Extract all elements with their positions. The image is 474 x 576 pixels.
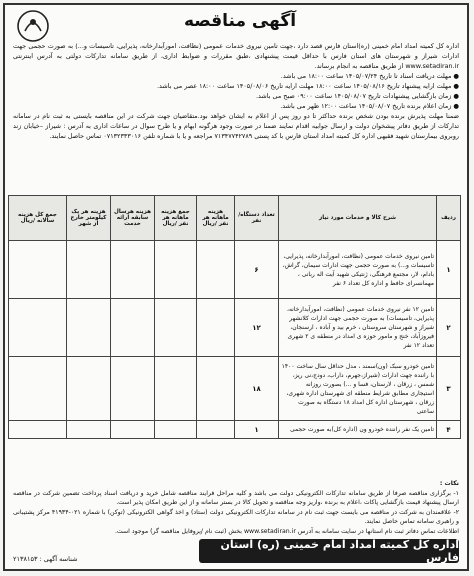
- cell: [67, 241, 111, 299]
- note-item: ۱- برگزاری مناقصه صرفا از طریق سامانه تدارکات الکترونیکی دولت می باشد و کلیه مراحل فرایند مناقصه شامل خرید و دریافت اسناد پرداخت تضمین شرکت در مناقصه ارسال پیشنهاد قیمت بازگشایی پاکات ،اعلام به برنده ،واریز وجه مناقصه و تحویل کالا در بستر سامانه و از این طریق امکان پذیر است.: [13, 489, 459, 506]
- row-description: تامین یک نفر راننده خودرو ون (اداره کل)به صورت حجمی: [279, 421, 437, 439]
- note-item: اطلاعات تماس دفاتر ثبت نام استانها در سایت سامانه به آدرس www.setadiran.ir بخش (ثبت نام /پروفایل مناقصه گر) موجود است.: [114, 527, 459, 535]
- notes-heading: نکات :: [439, 480, 459, 487]
- cell: [111, 421, 155, 439]
- col-header: شرح کالا و خدمات مورد نیاز: [279, 196, 437, 241]
- deadline-line: ● مهلت دریافت اسناد تا تاریخ ۱۴۰۵/۰۷/۲۴ ساعت ۱۸:۰۰ می باشد.: [280, 72, 459, 80]
- deadline-line: ● زمان اعلام برنده تاریخ ۱۴۰۵/۰۸/۰۷ ساعت ۱۲:۰۰ ظهر می باشد.: [280, 102, 459, 110]
- cell: [9, 299, 67, 357]
- row-number: ۴: [437, 421, 461, 439]
- tender-notice: [3, 3, 469, 571]
- notes-section: [13, 479, 459, 536]
- row-number: ۱: [437, 241, 461, 299]
- intro-paragraph: ضمنا مهلت پذیرش برنده بودن شخص برنده حداکثر تا دو روز پس از اعلام به ایشان خواهد بود.متقاضیان جهت شرکت در این مناقصه بایستی به ثبت نام در سامانه تدارکات از طریق دفاتر پیشخوان دولت و ارسال جوابیه اقدام نمایند ضمنا در صورت وجود هرگونه ابهام و یا طرح سوال در ساعات اداری به آدرس : شیراز –خیابان زند روبروی بیمارستان شهید فقیهی اداره کل کمیته امداد استان فارس با کد پستی ۷۱۳۴۷۷۴۲۷۸۹ مراجعه و یا با شماره تلفن ۰۷۱۳۲۳۳۳۰۱۶ تماس حاصل نمایند.: [13, 112, 459, 140]
- row-description: تامین نیروی خدمات عمومی (نظافت، امورآبدارخانه، پذیرایی، تاسیسات و...) به صورت حجمی جهت ادارات سیمان، گراش، بادام، لار، مجتمع فرهنگی، ژنتیکی شهید آیت اله ربانی ، مهمانسرای حافظ و اداره کل تعداد ۶ نفر: [279, 241, 437, 299]
- deadline-line: ● زمان بازگشایی پیشنهادات تاریخ ۱۴۰۵/۰۸/۰۷ ساعت ۰۹:۰۰ صبح می باشد.: [256, 92, 459, 100]
- emdad-logo-icon: [13, 9, 53, 43]
- cell: [197, 241, 235, 299]
- note-item: ۲- علاقمندان به شرکت در مناقصه می بایست جهت ثبت نام در سامانه تدارکات الکترونیکی دولت (ستاد) و اخذ گواهی الکترونیکی (توکن) با شماره ۰۲۱-۴۱۹۳۴ مرکز پشتیبانی و راهبری سامانه تماس حاصل نمایند.: [13, 508, 460, 525]
- cell: [9, 357, 67, 421]
- table-row: [9, 299, 461, 357]
- cell: [197, 421, 235, 439]
- row-count: ۱۲: [235, 299, 279, 357]
- col-header: تعداد دستگاه/نفر: [235, 196, 279, 241]
- cell: [155, 299, 197, 357]
- cell: [155, 357, 197, 421]
- table-row: [9, 421, 461, 439]
- cell: [111, 357, 155, 421]
- col-header: ردیف: [437, 196, 461, 241]
- cell: [9, 421, 67, 439]
- cell: [155, 241, 197, 299]
- intro-text: [13, 41, 459, 141]
- row-description: تامین ۱۲ نفر نیروی خدمات عمومی (نظافت، امورآبدارخانه، پذیرایی، تاسیسات) به صورت حجمی جهت ادارات کلانشهر شیراز و شهرستان سروستان ، خرم بید و آباده ، ارسنجان، فیروزآباد، خنج و مامور حوزه ی امداد در منطقه ی ۲ شهری تعداد ۱۲ نفر: [279, 299, 437, 357]
- col-header: هزینه ماهانه هر نفر /ریال: [197, 196, 235, 241]
- cell: [197, 357, 235, 421]
- notice-title: آگهی مناقصه: [183, 11, 297, 31]
- table-row: [9, 241, 461, 299]
- row-number: ۳: [437, 357, 461, 421]
- cell: [67, 357, 111, 421]
- cell: [197, 299, 235, 357]
- ad-id: شناسه آگهی : ۲۱۳۸۱۵۳: [13, 555, 78, 563]
- col-header: هزینه هر یک کیلومتر خارج از شهر: [67, 196, 111, 241]
- row-count: ۱: [235, 421, 279, 439]
- row-number: ۲: [437, 299, 461, 357]
- issuer-band: اداره کل کمیته امداد امام خمینی (ره) استان فارس: [199, 539, 459, 563]
- cell: [111, 299, 155, 357]
- col-header: جمع هزینه ماهانه هر نفر /ریال: [155, 196, 197, 241]
- cell: [155, 421, 197, 439]
- table-row: [9, 357, 461, 421]
- cell: [111, 241, 155, 299]
- row-count: ۱۸: [235, 357, 279, 421]
- row-count: ۶: [235, 241, 279, 299]
- col-header: هزینه هرسال سابقه ارائه خدمت: [111, 196, 155, 241]
- col-header: جمع کل هزینه سالانه /ریال: [9, 196, 67, 241]
- table-header-row: [9, 196, 461, 241]
- tender-table: [8, 195, 461, 439]
- cell: [9, 241, 67, 299]
- cell: [67, 421, 111, 439]
- cell: [67, 299, 111, 357]
- intro-paragraph: اداره کل کمیته امداد امام خمینی (ره)استان فارس قصد دارد ،جهت تامین نیروی خدمات عمومی (نظافت، امورآبدارخانه، پذیرایی، تاسیسات و...) به صورت حجمی جهت ادارات شیراز و شهرستان های استان فارس با حداقل قیمت پیشنهادی ،طبق مقررات و ضوابط اداری، از طریق سامانه تدارکات دولتی به آدرس اینترنتی www.setadiran.ir از طریق مناقصه به انجام برساند.: [13, 42, 459, 70]
- row-description: تامین خودرو سبک (ون)سمند ، مدل حداقل سال ساخت ۱۴۰۰ با راننده جهت ادارات (شیراز،جهرم، داراب، دودج،نی ریز، شمس ، زرقان ، لارستان، فسا و ...) بصورت روزانه استیجاری مطابق شرایط منطقه ای شهرستان اداره شهری، زرقان ، شهرستان اداره کل امداد ۱۸ دستگاه به صورت ساعتی: [279, 357, 437, 421]
- deadline-line: ● مهلت ارایه پیشنهاد تاریخ ۱۴۰۵/۰۸/۱۶ ساعت ۱۸:۰۰ مهلت ارایه تاریخ ۱۴۰۵/۰۸/۰۶ ساعت ۱۸:۰۰ عصر می باشد.: [156, 82, 459, 90]
